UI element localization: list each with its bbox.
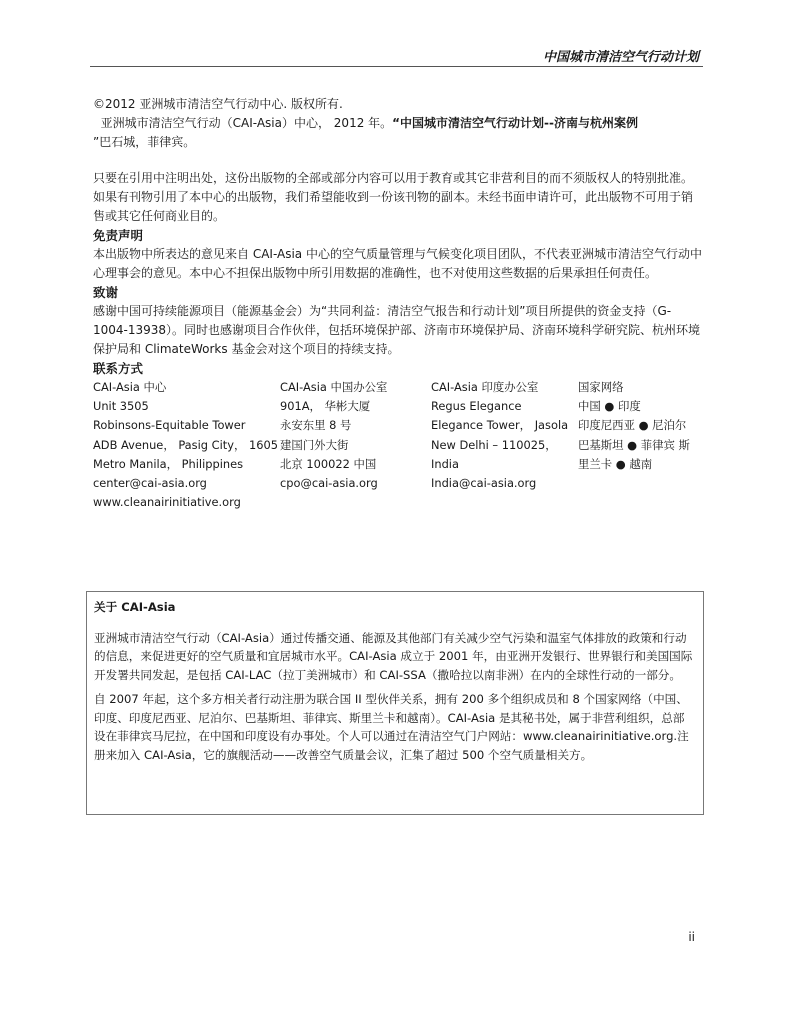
contact-india-office <box>431 378 578 512</box>
hq-email[interactable]: center@cai-asia.org <box>93 476 207 491</box>
disclaimer-heading: 免责声明 <box>93 228 144 243</box>
hq-line: Robinsons-Equitable Tower <box>93 418 246 433</box>
citation-line <box>93 114 703 133</box>
india-office-line: CAI-Asia 印度办公室 <box>431 380 539 394</box>
about-paragraph: 自 2007 年起，这个多方相关者行动注册为联合国 II 型伙伴关系，拥有 200 多个组织成员和 8 个国家网络（中国、印度、印度尼西亚、尼泊尔、巴基斯坦、菲律宾、斯里兰卡和越南）。CAI-Asia 是其秘书处，属于非营利组织，总部设在菲律宾马尼拉，在中国和印度设有办事处。个人可以通过在清洁空气门户网站：www.cleanairinitiative.org.注册来加入 CAI-Asia，它的旗舰活动——改善空气质量会议，汇集了超过 500 个空气质量相关方。 <box>94 692 689 762</box>
contact-networks <box>578 378 703 512</box>
india-office-line: New Delhi – 110025， <box>431 437 557 452</box>
india-office-line: Elegance Tower， Jasola <box>431 418 569 433</box>
permission-notice: 只要在引用中注明出处，这份出版物的全部或部分内容可以用于教育或其它非营利目的而不须版权人的特别批准。如果有刊物引用了本中心的出版物，我们希望能收到一份该刊物的副本。未经书面申请许可，此出版物不可用于销售或其它任何商业目的。 <box>93 171 694 223</box>
page-body <box>93 95 703 512</box>
networks-line: 里兰卡 ● 越南 <box>578 456 653 471</box>
contacts-grid <box>93 378 703 512</box>
hq-line: ADB Avenue， Pasig City， 1605 <box>93 437 278 452</box>
networks-line: 巴基斯坦 ● 菲律宾 斯 <box>578 437 690 452</box>
citation-prefix: 亚洲城市清洁空气行动（CAI-Asia）中心， 2012 年。 <box>100 116 393 130</box>
china-office-line: CAI-Asia 中国办公室 <box>280 380 388 394</box>
disclaimer-text: 本出版物中所表达的意见来自 CAI-Asia 中心的空气质量管理与气候变化项目团队，不代表亚洲城市清洁空气行动中心理事会的意见。本中心不担保出版物中所引用数据的准确性，也不对使用这些数据的后果承担任何责任。 <box>93 247 702 280</box>
networks-line: 印度尼西亚 ● 尼泊尔 <box>578 418 687 433</box>
china-office-email[interactable]: cpo@cai-asia.org <box>280 476 378 491</box>
copyright-block <box>93 95 703 152</box>
china-office-line: 永安东里 8 号 <box>280 418 352 433</box>
acknowledgement-heading: 致谢 <box>93 285 119 300</box>
india-office-email[interactable]: India@cai-asia.org <box>431 476 537 491</box>
china-office-line: 北京 100022 中国 <box>280 456 377 471</box>
contact-china-office <box>280 378 431 512</box>
citation-title: “中国城市清洁空气行动计划--济南与杭州案例 <box>392 116 639 130</box>
networks-line: 国家网络 <box>578 380 624 394</box>
acknowledgement-text: 感谢中国可持续能源项目（能源基金会）为“共同利益：清洁空气报告和行动计划”项目所提供的资金支持（G-1004-13938）。同时也感谢项目合作伙伴，包括环境保护部、济南市环境保护局、济南环境科学研究院、杭州环境保护局和 ClimateWorks 基金会对这个项目的持续支持。 <box>93 304 701 356</box>
page-number: ii <box>688 930 695 944</box>
hq-website[interactable]: www.cleanairinitiative.org <box>93 495 241 510</box>
about-title: 关于 CAI-Asia <box>94 600 176 614</box>
contacts-heading: 联系方式 <box>93 361 144 376</box>
contact-hq <box>93 378 280 512</box>
hq-line: Metro Manila， Philippines <box>93 456 244 471</box>
networks-line: 中国 ● 印度 <box>578 399 641 414</box>
india-office-line: India <box>431 456 459 471</box>
china-office-line: 901A， 华彬大厦 <box>280 399 371 414</box>
running-header-title: 中国城市清洁空气行动计划 <box>542 50 699 65</box>
hq-line: CAI-Asia 中心 <box>93 380 167 394</box>
citation-place: ”巴石城，菲律宾。 <box>93 135 196 149</box>
china-office-line: 建国门外大街 <box>280 437 349 452</box>
about-paragraph: 亚洲城市清洁空气行动（CAI-Asia）通过传播交通、能源及其他部门有关减少空气污染和温室气体排放的政策和行动的信息，来促进更好的空气质量和宜居城市水平。CAI-Asia 成立于 2001 年，由亚洲开发银行、世界银行和美国国际开发署共同发起，是包括 CAI-LAC（拉丁美洲城市）和 CAI-SSA（撒哈拉以南非洲）在内的全球性行动的一部分。 <box>94 630 693 682</box>
header-divider <box>90 66 703 67</box>
about-cai-asia-box <box>86 591 704 815</box>
hq-line: Unit 3505 <box>93 399 149 414</box>
copyright-line: ©2012 亚洲城市清洁空气行动中心. 版权所有. <box>93 97 343 111</box>
india-office-line: Regus Elegance <box>431 399 522 414</box>
